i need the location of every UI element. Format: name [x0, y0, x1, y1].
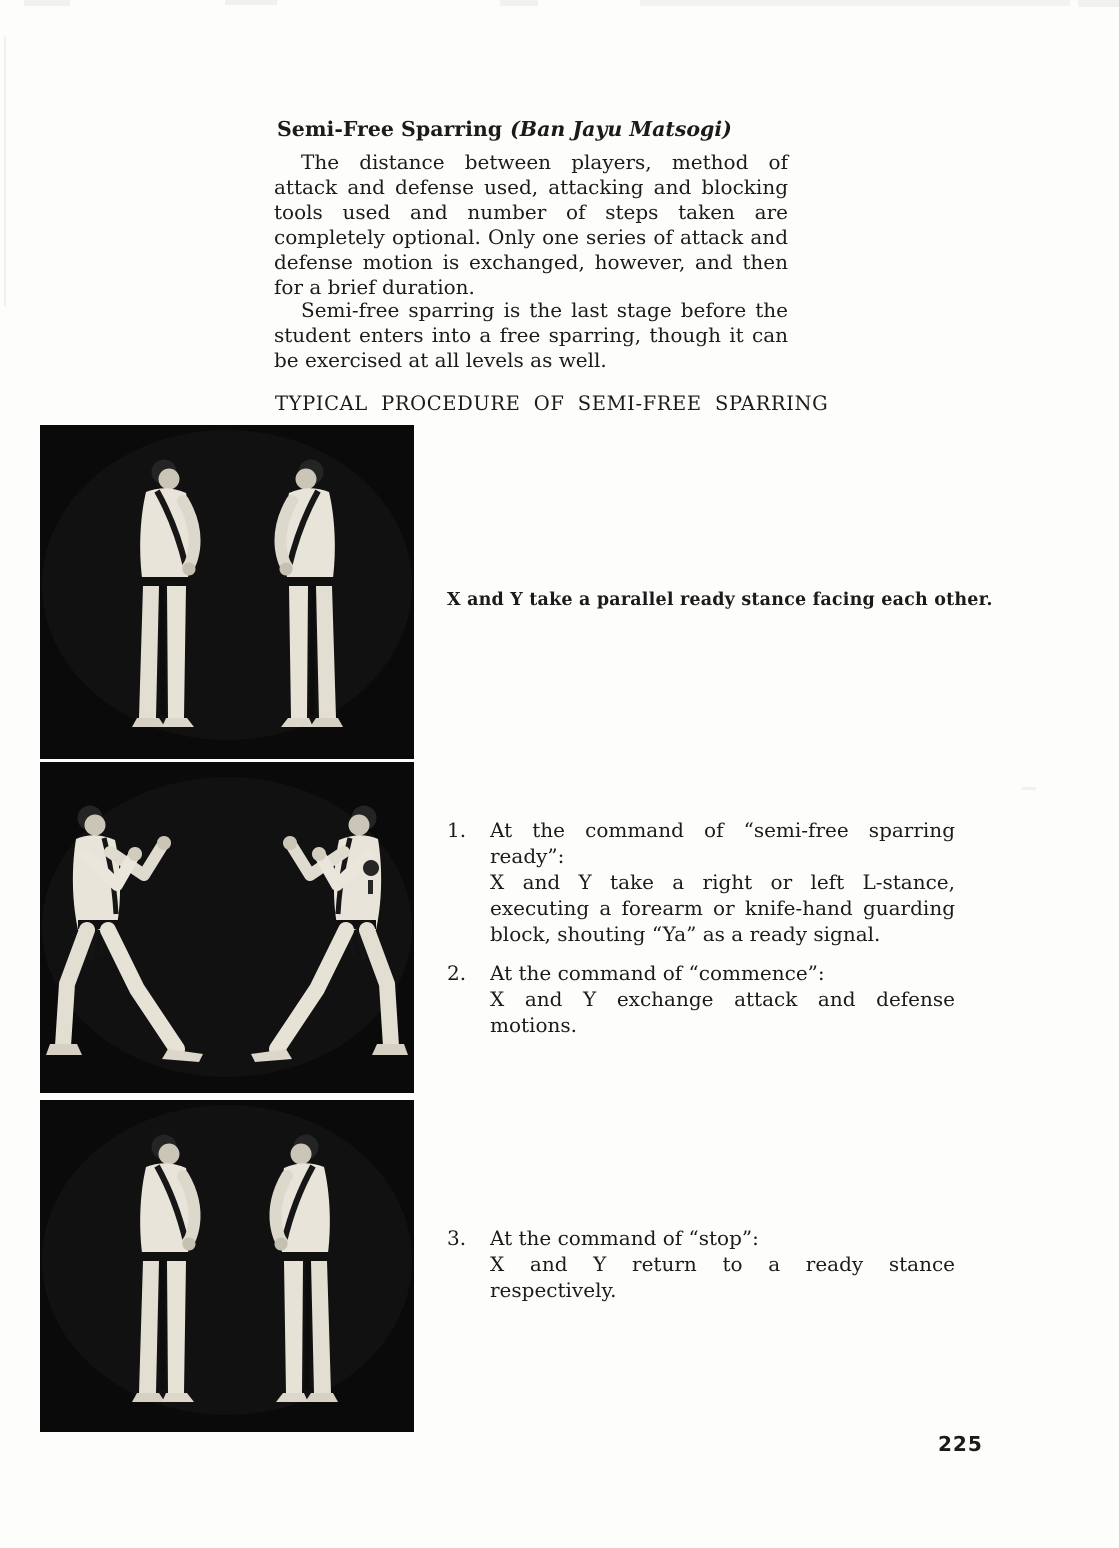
guarding-block-illustration [40, 762, 414, 1093]
photo-guarding-block [40, 762, 414, 1093]
item-line: motions. [490, 1013, 577, 1037]
item-line: At the command of “stop”: [490, 1226, 759, 1250]
item-line: executing a forearm or knife-hand guarding [490, 896, 955, 920]
item-line: block, shouting “Ya” as a ready signal. [490, 922, 881, 946]
item-number: 3. [447, 1226, 467, 1250]
page-number: 225 [938, 1432, 983, 1456]
item-line: respectively. [490, 1278, 617, 1302]
photo-caption: X and Y take a parallel ready stance facing each other. [447, 590, 993, 610]
item-text [490, 817, 955, 947]
item-text [490, 1225, 955, 1303]
item-line: X and Y take a right or left L-stance, [490, 870, 955, 894]
back-emblem [363, 860, 379, 876]
scan-artifact [24, 0, 70, 6]
body-paragraph-1: The distance between players, method of attack and defense used, attacking and blocking tools used and number of steps taken are completely optional. Only one series of attack and defense motion is exchanged, however, and then for a brief duration. [274, 150, 788, 299]
scan-artifact [1022, 787, 1036, 790]
scan-artifact [4, 36, 6, 306]
scan-artifact [640, 0, 1070, 6]
item-line: At the command of “semi-free sparring [490, 818, 955, 842]
return-ready-stance-illustration [40, 1100, 414, 1432]
item-number: 1. [447, 818, 467, 842]
item-text [490, 960, 955, 1038]
item-line: X and Y exchange attack and defense [490, 987, 955, 1011]
section-title-korean-name: (Ban Jayu Matsogi) [510, 117, 732, 141]
procedure-item-1 [447, 817, 955, 947]
ready-stance-illustration [40, 425, 414, 759]
scan-artifact [500, 0, 538, 6]
procedure-item-3 [447, 1225, 955, 1303]
item-number: 2. [447, 961, 467, 985]
photo-return-ready-stance [40, 1100, 414, 1432]
item-line: X and Y return to a ready stance [490, 1252, 955, 1276]
scan-artifact [225, 0, 277, 5]
back-emblem-mark [368, 880, 373, 894]
photo-ready-stance [40, 425, 414, 759]
item-line: At the command of “commence”: [490, 961, 825, 985]
procedure-item-2 [447, 960, 955, 1038]
section-title [277, 117, 732, 141]
body-paragraph-2: Semi-free sparring is the last stage before the student enters into a free sparring, though it can be exercised at all levels as well. [274, 298, 788, 372]
item-line: ready”: [490, 844, 565, 868]
section-title-bold: Semi-Free Sparring [277, 117, 503, 141]
procedure-heading: TYPICAL PROCEDURE OF SEMI-FREE SPARRING [275, 392, 829, 415]
scan-artifact [1078, 0, 1119, 7]
